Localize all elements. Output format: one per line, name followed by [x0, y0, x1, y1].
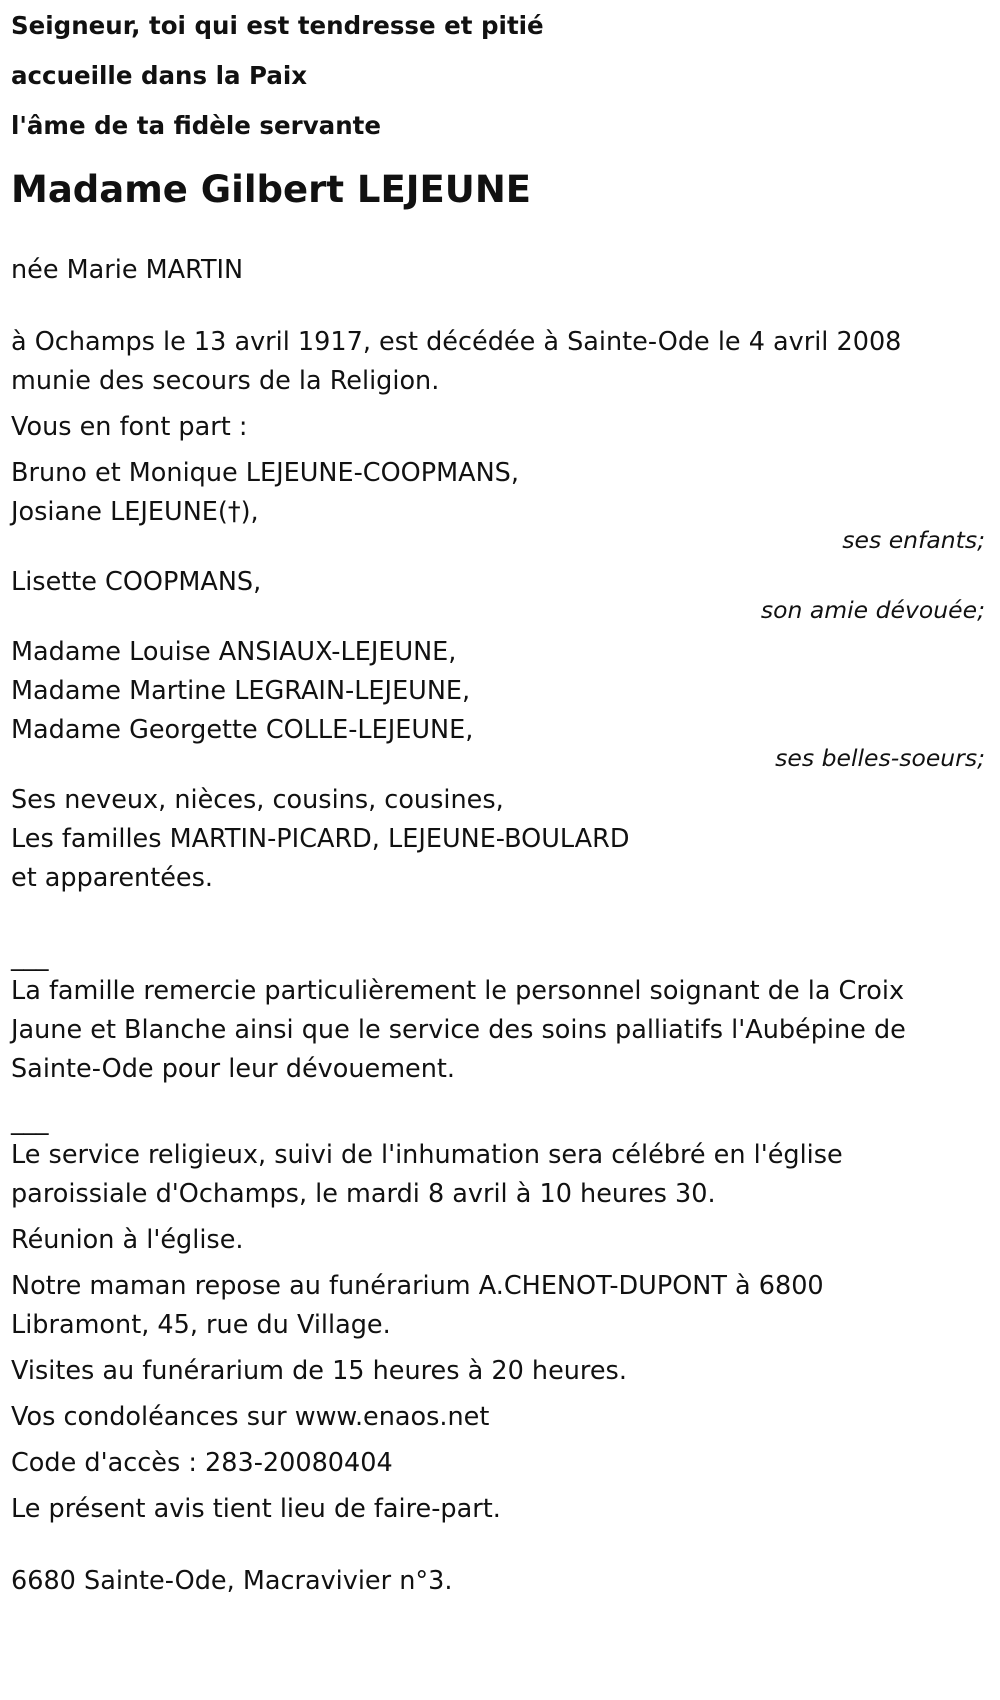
- birth-death-block: [11, 323, 991, 401]
- rest-line: Notre maman repose au funérarium A.CHENOT-DUPONT à 6800: [11, 1271, 824, 1301]
- children-block: [11, 454, 991, 556]
- obituary-notice: [11, 0, 991, 1601]
- prayer-line: accueille dans la Paix: [11, 61, 308, 90]
- thanks-line: La famille remercie particulièrement le personnel soignant de la Croix: [11, 976, 905, 1006]
- visits-line: Visites au funérarium de 15 heures à 20 heures.: [11, 1356, 627, 1386]
- born-name: née Marie MARTIN: [11, 255, 244, 285]
- announce-line: Vous en font part :: [11, 412, 248, 442]
- sisters-in-law-role: ses belles-soeurs;: [775, 744, 985, 772]
- sisters-in-law-block: [11, 633, 991, 774]
- separator: ___: [11, 942, 49, 971]
- relatives-line: Ses neveux, nièces, cousins, cousines,: [11, 785, 504, 815]
- separator: ___: [11, 1106, 49, 1135]
- prayer-line: Seigneur, toi qui est tendresse et pitié: [11, 11, 544, 40]
- prayer-line: l'âme de ta fidèle servante: [11, 111, 381, 140]
- thanks-line: Sainte-Ode pour leur dévouement.: [11, 1054, 455, 1084]
- relatives-line: et apparentées.: [11, 863, 213, 893]
- family-name-line: Lisette COOPMANS,: [11, 567, 262, 597]
- rest-line: Libramont, 45, rue du Village.: [11, 1310, 391, 1340]
- friend-block: [11, 563, 991, 626]
- rest-block: [11, 1267, 991, 1345]
- thanks-block: [11, 972, 991, 1089]
- prayer-block: [11, 1, 991, 151]
- deceased-name: Madame Gilbert LEJEUNE: [11, 168, 532, 211]
- friend-role: son amie dévouée;: [760, 596, 985, 624]
- condolences-line: Vos condoléances sur www.enaos.net: [11, 1402, 490, 1432]
- family-name-line: Bruno et Monique LEJEUNE-COOPMANS,: [11, 458, 519, 488]
- relatives-line: Les familles MARTIN-PICARD, LEJEUNE-BOULARD: [11, 824, 630, 854]
- family-name-line: Madame Martine LEGRAIN-LEJEUNE,: [11, 676, 471, 706]
- access-code-line: Code d'accès : 283-20080404: [11, 1448, 393, 1478]
- family-name-line: Madame Georgette COLLE-LEJEUNE,: [11, 715, 474, 745]
- relatives-block: [11, 781, 991, 898]
- meeting-line: Réunion à l'église.: [11, 1225, 244, 1255]
- family-name-line: Josiane LEJEUNE(†),: [11, 497, 259, 527]
- address-line: 6680 Sainte-Ode, Macravivier n°3.: [11, 1566, 453, 1596]
- service-line: paroissiale d'Ochamps, le mardi 8 avril à 10 heures 30.: [11, 1179, 716, 1209]
- birth-death-line: munie des secours de la Religion.: [11, 366, 440, 396]
- service-block: [11, 1136, 991, 1214]
- thanks-line: Jaune et Blanche ainsi que le service des soins palliatifs l'Aubépine de: [11, 1015, 906, 1045]
- notice-line: Le présent avis tient lieu de faire-part.: [11, 1494, 501, 1524]
- children-role: ses enfants;: [842, 526, 985, 554]
- service-line: Le service religieux, suivi de l'inhumation sera célébré en l'église: [11, 1140, 843, 1170]
- birth-death-line: à Ochamps le 13 avril 1917, est décédée à Sainte-Ode le 4 avril 2008: [11, 327, 902, 357]
- family-name-line: Madame Louise ANSIAUX-LEJEUNE,: [11, 637, 457, 667]
